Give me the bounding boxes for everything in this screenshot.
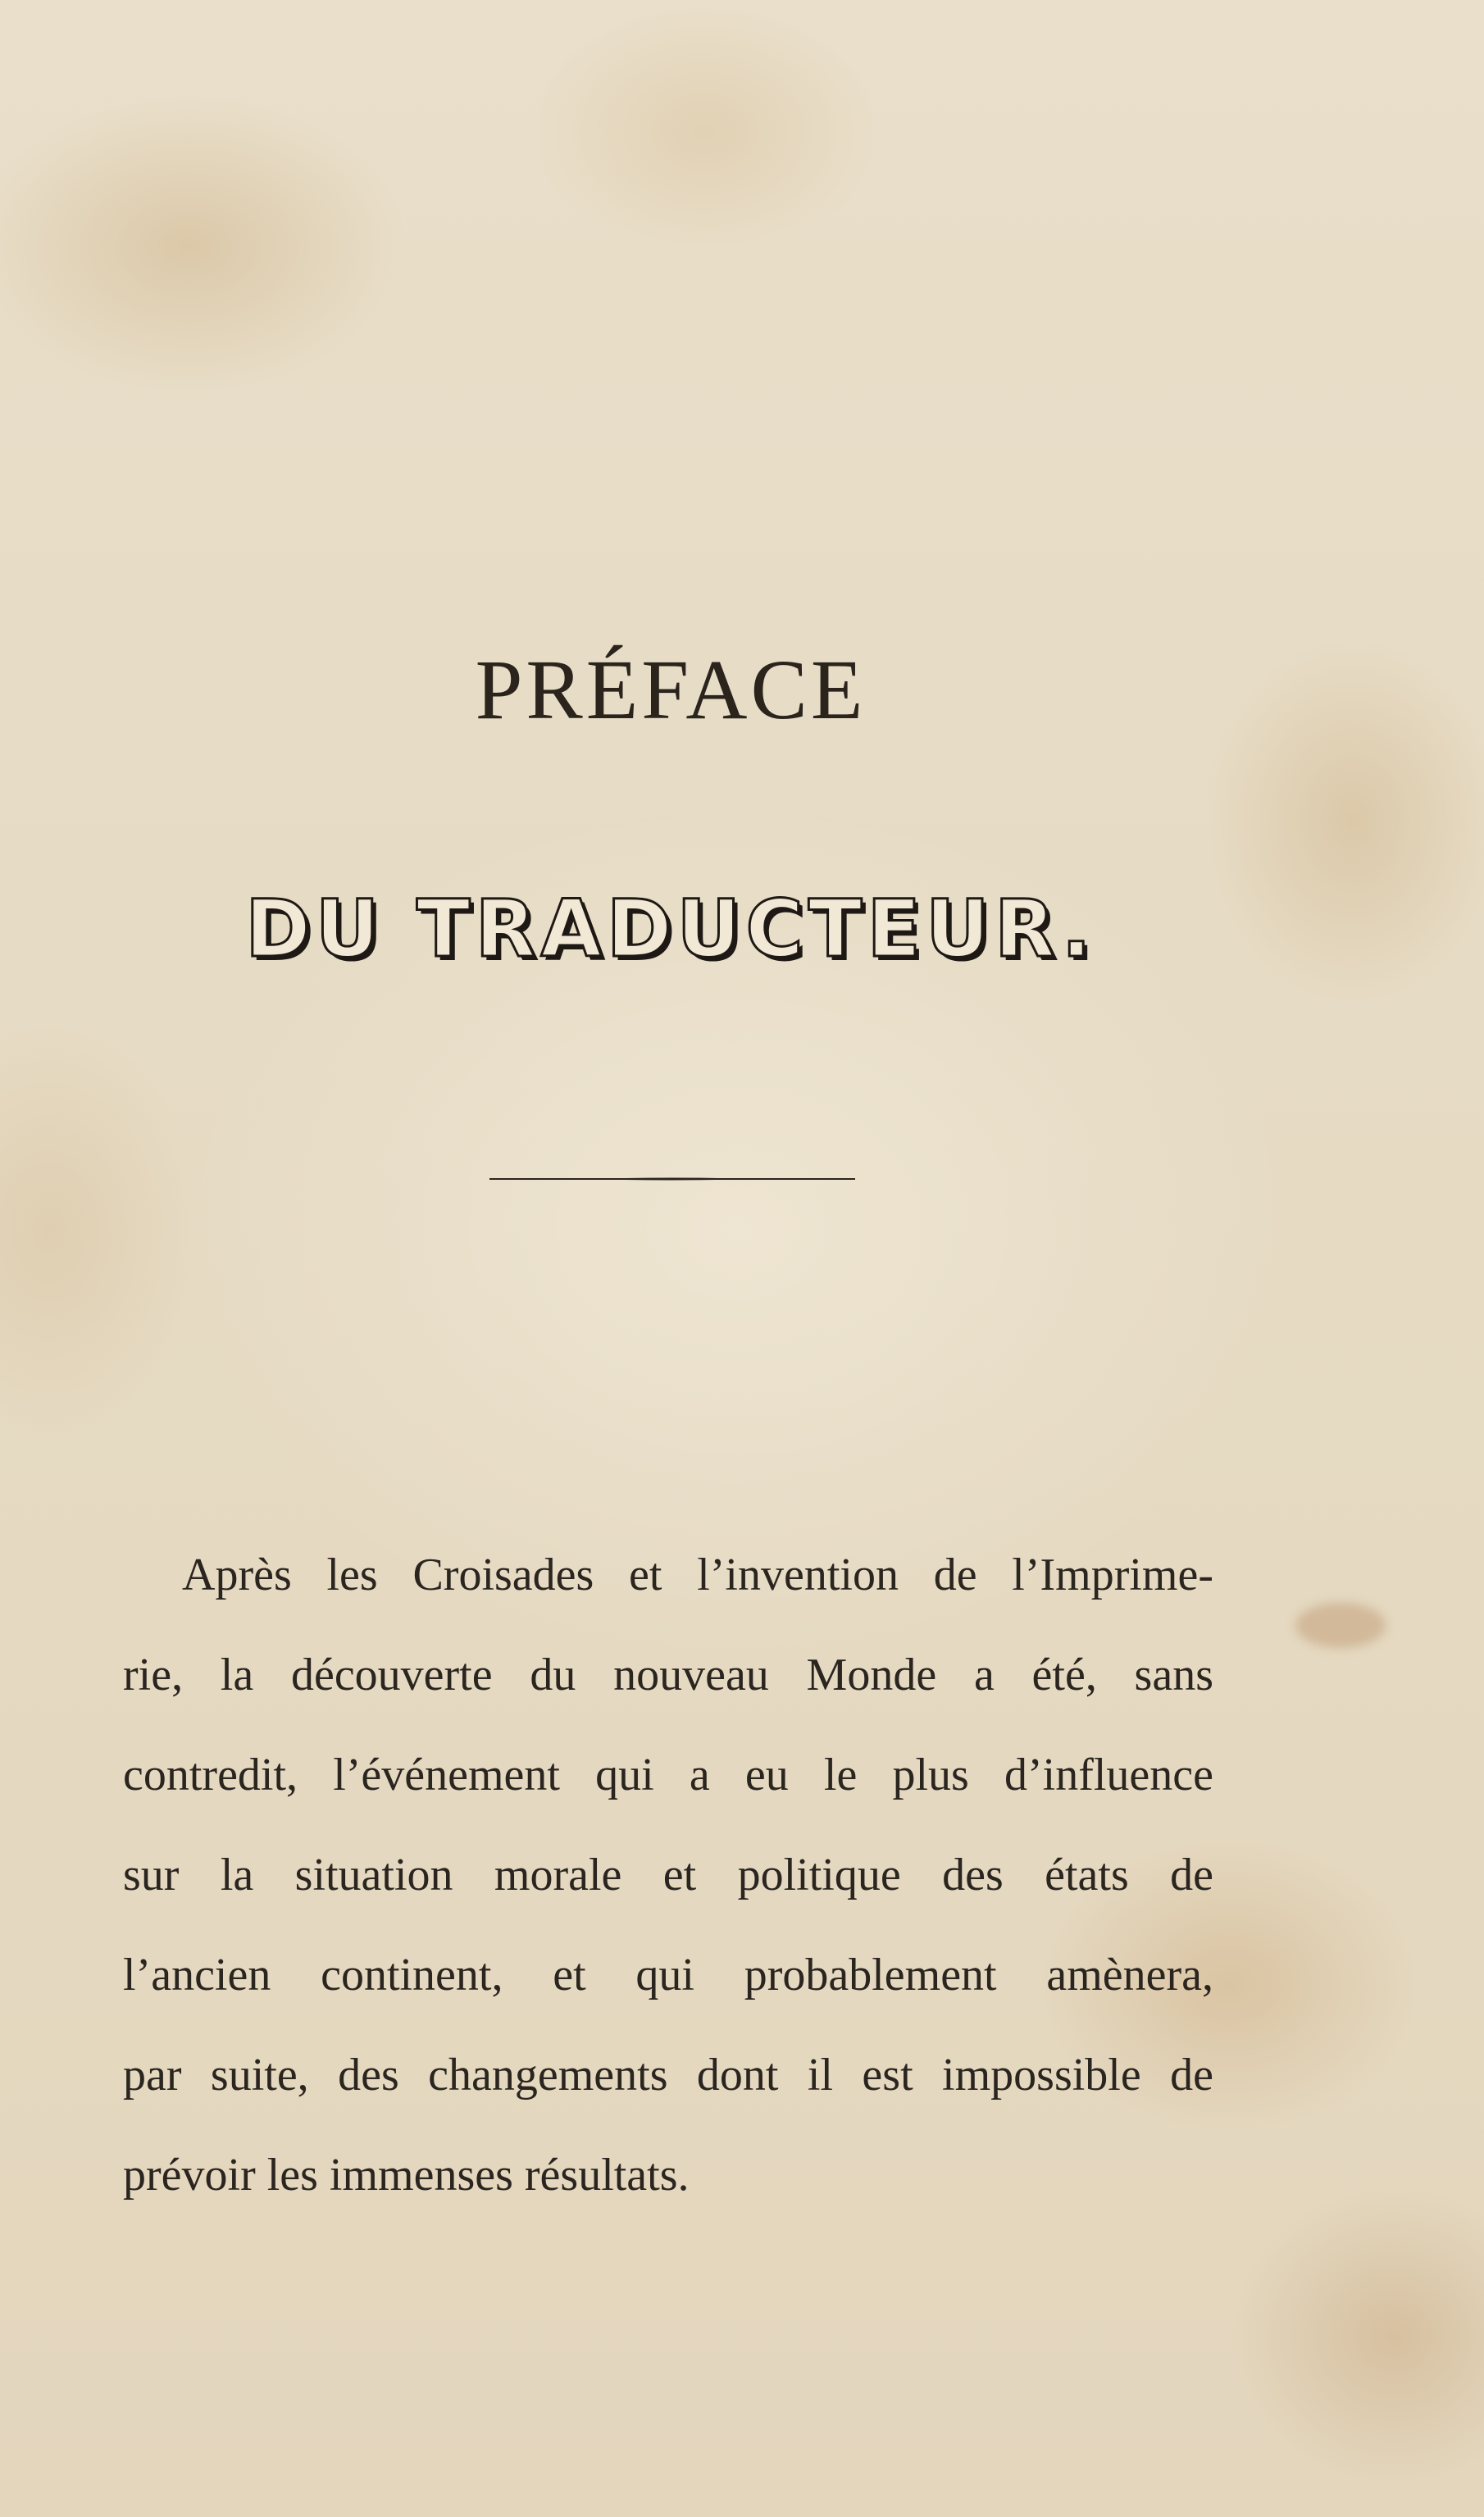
paragraph-line: prévoir les immenses résultats. <box>123 2150 690 2201</box>
title-preface: PRÉFACE <box>475 643 867 737</box>
paragraph-line: sur la situation morale et politique des états de <box>123 1850 1213 1900</box>
paragraph-line: contredit, l’événement qui a eu le plus d’influence <box>123 1750 1213 1800</box>
ornamental-rule <box>489 1176 855 1182</box>
paragraph-line: rie, la découverte du nouveau Monde a été, sans <box>123 1650 1213 1700</box>
paper-stain <box>1295 1603 1386 1648</box>
paragraph-line: Après les Croisades et l’invention de l’Imprime- <box>182 1550 1213 1600</box>
preface-paragraph <box>123 1525 1213 2225</box>
title-du-traducteur: DU TRADUCTEUR. <box>244 883 1097 975</box>
paragraph-line: par suite, des changements dont il est impossible de <box>123 2050 1213 2101</box>
paragraph-line: l’ancien continent, et qui probablement amènera, <box>123 1950 1213 2000</box>
